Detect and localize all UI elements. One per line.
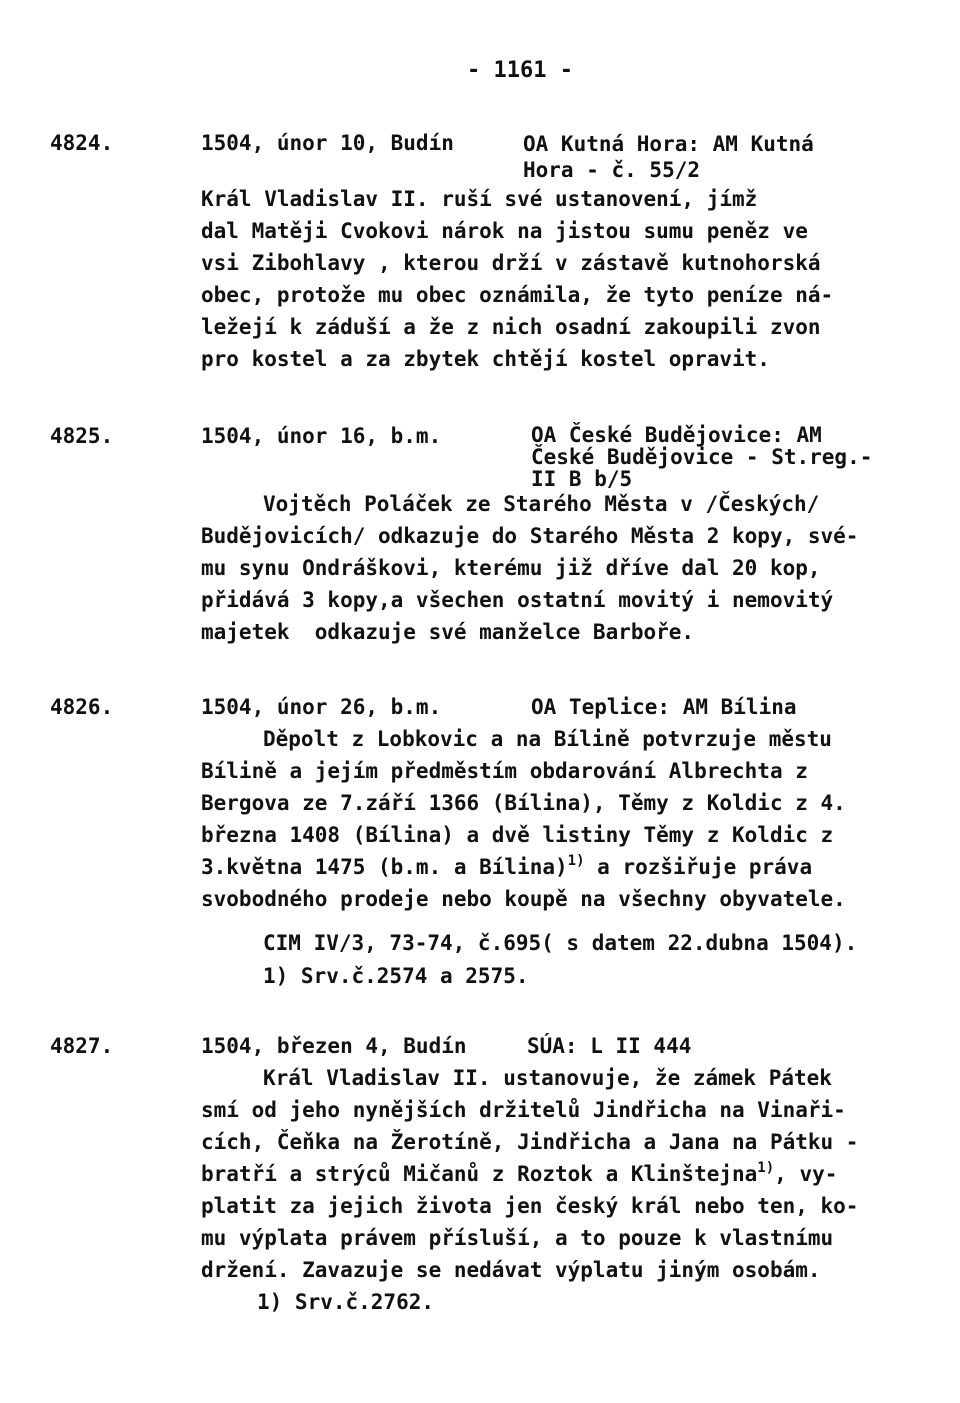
entry-source [523,131,814,183]
text-segment: bratří a strýců Mičanů z Roztok a Klinštejna [201,1162,758,1186]
text-line: dal Matěji Cvokovi nárok na jistou sumu peněz ve [201,219,808,243]
text-line: pro kostel a za zbytek chtějí kostel opravit. [201,347,770,371]
text-line [201,1158,901,1190]
footnote-marker: 1) [567,853,585,869]
source-line: České Budějovice - St.reg.- [531,445,873,469]
entry-number: 4826. [50,695,114,719]
text-line: cích, Čeňka na Žerotíně, Jindřicha a Jana na Pátku - [201,1130,859,1154]
text-line: obec, protože mu obec oznámila, že tyto peníze ná- [201,283,834,307]
footnote: 1) Srv.č.2762. [257,1290,435,1314]
entry-text [201,183,901,375]
text-line: Bílině a jejím předměstím obdarování Albrechta z [201,759,808,783]
text-line: ležejí k záduší a že z nich osadní zakoupili zvon [201,315,821,339]
text-segment: , vy- [774,1162,838,1186]
text-line: mu synu Ondráškovi, kterému již dříve dal 20 kop, [201,556,821,580]
entry-date: 1504, březen 4, Budín [201,1034,467,1058]
footnote-marker: 1) [757,1160,775,1176]
entry-source [531,424,872,490]
text-line: držení. Zavazuje se nedávat výplatu jiným osobám. [201,1258,821,1282]
text-segment: a rozšiřuje práva [584,855,813,879]
text-line: Král Vladislav II. ruší své ustanovení, jímž [201,187,758,211]
entry-number: 4825. [50,424,114,448]
entry-number: 4827. [50,1034,114,1058]
text-line: mu výplata právem přísluší, a to pouze k vlastnímu [201,1226,834,1250]
text-line: Král Vladislav II. ustanovuje, že zámek Pátek [263,1066,832,1090]
text-line: března 1408 (Bílina) a dvě listiny Těmy z Koldic z [201,823,834,847]
entry-date: 1504, únor 26, b.m. [201,695,442,719]
text-line: vsi Zibohlavy , kterou drží v zástavě kutnohorská [201,251,821,275]
text-line: přidává 3 kopy,a všechen ostatní movitý i nemovitý [201,588,834,612]
text-line: Děpolt z Lobkovic a na Bílině potvrzuje městu [263,727,832,751]
entry-text [201,1062,901,1319]
source-line: SÚA: L II 444 [527,1034,692,1058]
page-number: - 1161 - [467,58,573,83]
text-line: Bergova ze 7.září 1366 (Bílina), Těmy z Koldic z 4. [201,791,846,815]
entry-date: 1504, únor 10, Budín [201,131,454,155]
entry-date: 1504, únor 16, b.m. [201,424,442,448]
text-line: svobodného prodeje nebo koupě na všechny obyvatele. [201,887,846,911]
source-line: OA Kutná Hora: AM Kutná [523,132,814,156]
text-line: smí od jeho nynějších držitelů Jindřicha na Vinaři- [201,1098,846,1122]
footnote: 1) Srv.č.2574 a 2575. [263,964,529,988]
text-line: majetek odkazuje své manželce Barboře. [201,620,695,644]
text-line: Budějovicích/ odkazuje do Starého Města 2 kopy, své- [201,524,859,548]
source-line: OA České Budějovice: AM [531,423,822,447]
text-segment: 3.května 1475 (b.m. a Bílina) [201,855,568,879]
text-line [201,851,901,883]
source-line: OA Teplice: AM Bílina [531,695,797,719]
text-line: Vojtěch Poláček ze Starého Města v /Českých/ [263,492,820,516]
source-line: Hora - č. 55/2 [523,158,701,182]
entry-number: 4824. [50,131,114,155]
text-line: platit za jejich života jen český král nebo ten, ko- [201,1194,859,1218]
entry-source [527,1034,691,1058]
entry-text [201,488,901,648]
entry-source [531,695,797,719]
source-line: II B b/5 [531,467,633,491]
entry-text [201,723,901,993]
citation-note: CIM IV/3, 73-74, č.695( s datem 22.dubna 1504). [263,931,858,955]
